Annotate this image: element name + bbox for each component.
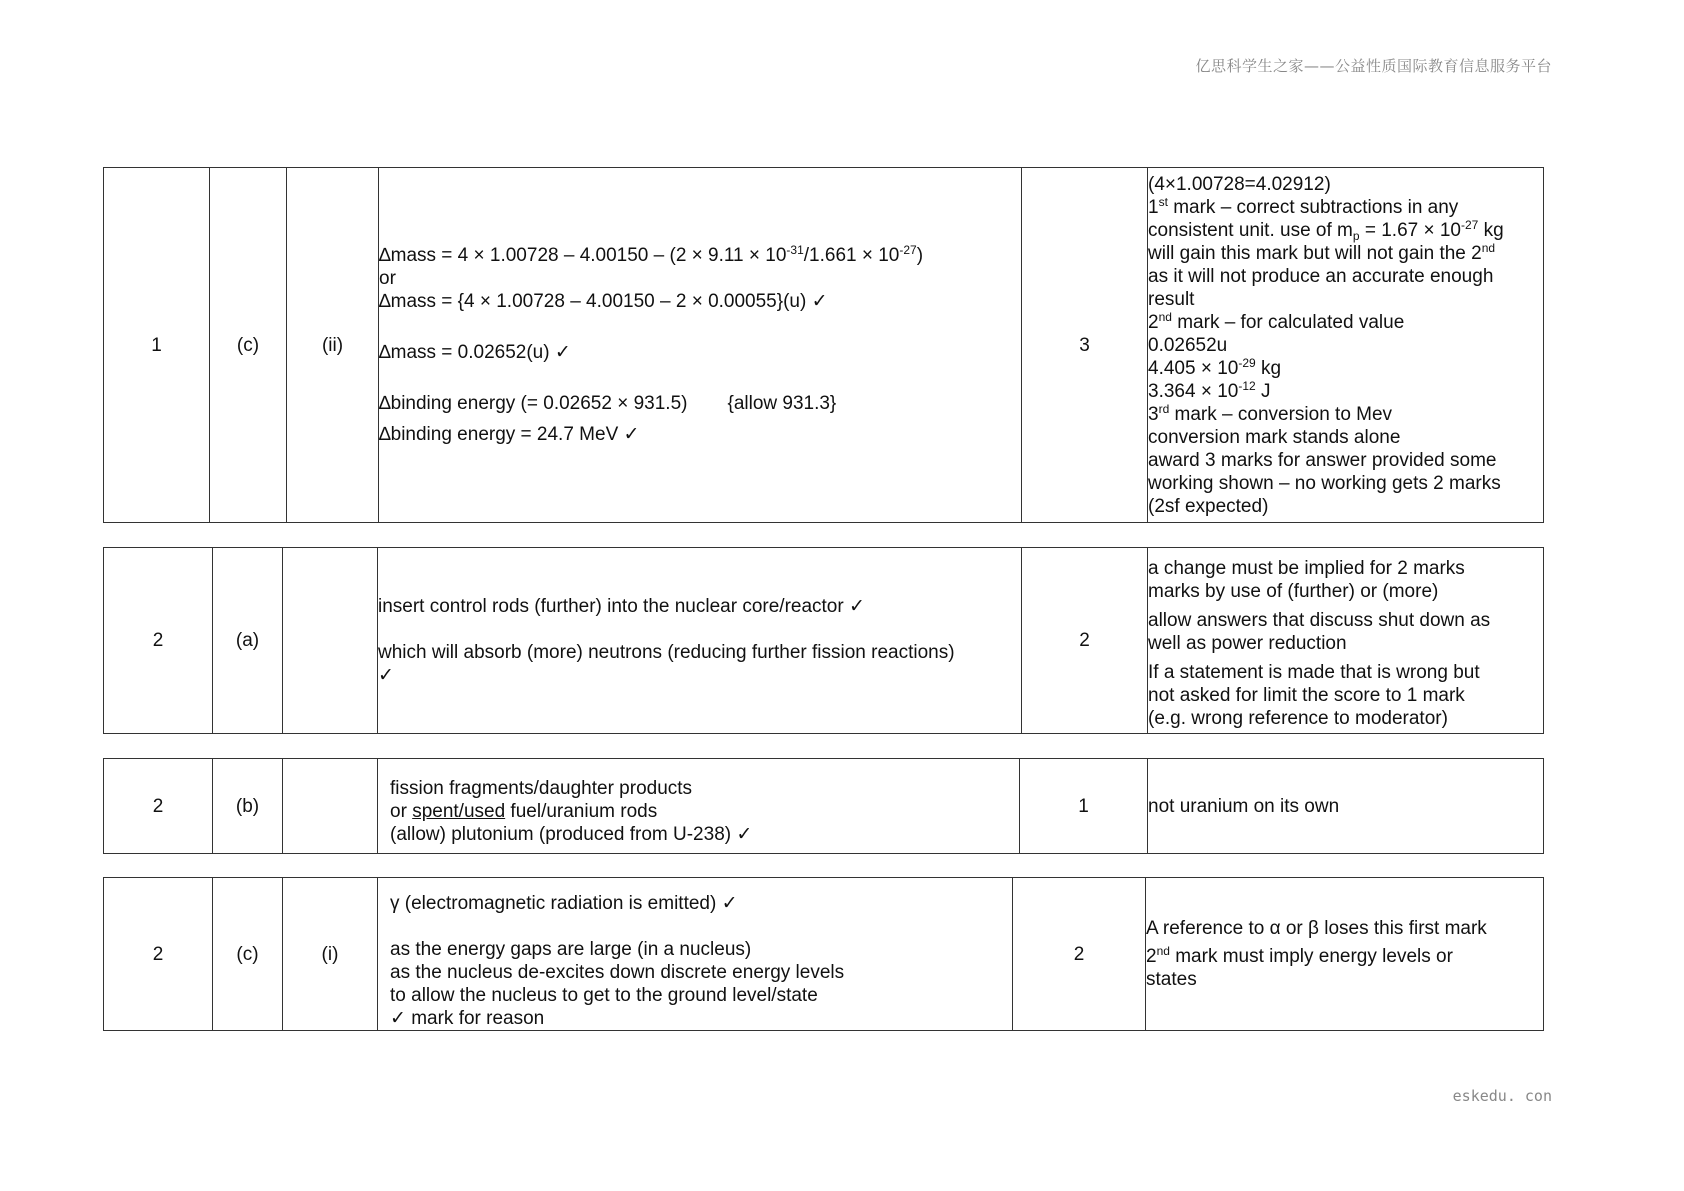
table-row bbox=[104, 878, 1544, 1031]
answer-line: to allow the nucleus to get to the ground level/state bbox=[390, 984, 818, 1006]
notes-cell bbox=[1148, 759, 1544, 854]
answer-line: ∆mass = {4 × 1.00728 – 4.00150 – 2 × 0.00055}(u) ✓ bbox=[379, 291, 828, 312]
note-line: marks by use of (further) or (more) bbox=[1148, 581, 1439, 602]
question-number: 1 bbox=[104, 168, 210, 523]
answer-cell bbox=[378, 548, 1022, 734]
note-line: If a statement is made that is wrong but bbox=[1148, 662, 1480, 683]
answer-line: insert control rods (further) into the nuclear core/reactor ✓ bbox=[378, 595, 865, 617]
note-line: 2nd mark – for calculated value bbox=[1148, 309, 1405, 333]
answer-line: or bbox=[379, 268, 396, 289]
note-line: 3rd mark – conversion to Mev bbox=[1148, 401, 1393, 425]
mark-scheme-table-2-a bbox=[103, 547, 1544, 734]
note-line: (e.g. wrong reference to moderator) bbox=[1148, 708, 1448, 729]
note-line: conversion mark stands alone bbox=[1148, 426, 1401, 448]
question-part: (a) bbox=[213, 548, 283, 734]
mark-scheme-table-2-c-i bbox=[103, 877, 1544, 1031]
question-number: 2 bbox=[104, 548, 213, 734]
marks-cell: 1 bbox=[1020, 759, 1148, 854]
answer-line: as the energy gaps are large (in a nucleus) bbox=[390, 938, 752, 960]
answer-line: ∆binding energy (= 0.02652 × 931.5) {allow 931.3} bbox=[379, 393, 837, 414]
marks-cell: 2 bbox=[1022, 548, 1148, 734]
note-line: will gain this mark but will not gain the 2nd bbox=[1148, 240, 1496, 264]
question-subpart bbox=[283, 548, 378, 734]
note-line: (2sf expected) bbox=[1148, 495, 1269, 517]
answer-cell bbox=[378, 878, 1013, 1031]
answer-line: as the nucleus de-excites down discrete energy levels bbox=[390, 961, 845, 983]
note-line: a change must be implied for 2 marks bbox=[1148, 558, 1465, 579]
question-number: 2 bbox=[104, 759, 213, 854]
footer-watermark: eskedu. con bbox=[1452, 1087, 1552, 1105]
mark-scheme-table-2-b bbox=[103, 758, 1544, 854]
answer-line: ✓ mark for reason bbox=[390, 1007, 545, 1029]
note-line: allow answers that discuss shut down as bbox=[1148, 610, 1491, 631]
table-row bbox=[104, 759, 1544, 854]
answer-line: ∆binding energy = 24.7 MeV ✓ bbox=[379, 424, 640, 445]
answer-line: ∆mass = 0.02652(u) ✓ bbox=[379, 342, 571, 363]
note-line: $4.405 \times 10^{-29}$ kg bbox=[1148, 355, 1282, 379]
note-line: well as power reduction bbox=[1148, 633, 1347, 654]
answer-line: ∆mass = $4 \times 1.00728 - 4.00150 - (2 \times 9.11 \times 10^{-31}/1.661 \times 10^{-27})$ bbox=[379, 243, 924, 266]
answer-line: fission fragments/daughter products bbox=[390, 778, 693, 799]
note-line: A reference to α or β loses this first mark bbox=[1146, 918, 1487, 939]
question-part: (c) bbox=[213, 878, 283, 1031]
notes-cell bbox=[1148, 548, 1544, 734]
note-line: result bbox=[1148, 288, 1195, 310]
answer-cell bbox=[378, 759, 1020, 854]
question-part: (b) bbox=[213, 759, 283, 854]
answer-line: ✓ bbox=[378, 664, 394, 686]
answer-line: (allow) plutonium (produced from U-238) ✓ bbox=[390, 824, 753, 845]
note-line: not uranium on its own bbox=[1148, 795, 1340, 817]
note-line: 2nd mark must imply energy levels or bbox=[1146, 944, 1453, 967]
notes-cell bbox=[1148, 168, 1544, 523]
note-line: award 3 marks for answer provided some bbox=[1148, 449, 1497, 471]
table-row bbox=[104, 168, 1544, 523]
table-row bbox=[104, 548, 1544, 734]
question-number: 2 bbox=[104, 878, 213, 1031]
notes-cell bbox=[1146, 878, 1544, 1031]
answer-cell bbox=[379, 168, 1022, 523]
mark-scheme-table-1-c-ii bbox=[103, 167, 1544, 523]
question-subpart bbox=[283, 759, 378, 854]
marks-cell: 3 bbox=[1022, 168, 1148, 523]
question-part: (c) bbox=[210, 168, 287, 523]
note-line: 1st mark – correct subtractions in any bbox=[1148, 194, 1459, 218]
header-watermark: 亿思科学生之家——公益性质国际教育信息服务平台 bbox=[1195, 57, 1552, 75]
note-line: $3.364 \times 10^{-12}$ J bbox=[1148, 378, 1271, 402]
note-line: states bbox=[1146, 969, 1197, 990]
note-line: 0.02652u bbox=[1148, 334, 1228, 356]
note-line: working shown – no working gets 2 marks bbox=[1148, 472, 1501, 494]
answer-line: or spent/used fuel/uranium rods bbox=[390, 801, 658, 822]
question-subpart: (i) bbox=[283, 878, 378, 1031]
question-subpart: (ii) bbox=[287, 168, 379, 523]
note-line: (4×1.00728=4.02912) bbox=[1148, 173, 1331, 195]
note-line: as it will not produce an accurate enough bbox=[1148, 265, 1494, 287]
note-line: not asked for limit the score to 1 mark bbox=[1148, 685, 1465, 706]
note-line: consistent unit. use of $m_p = 1.67 \times 10^{-27}$ kg bbox=[1148, 217, 1504, 243]
answer-line: γ (electromagnetic radiation is emitted) ✓ bbox=[390, 892, 738, 914]
answer-line: which will absorb (more) neutrons (reducing further fission reactions) bbox=[378, 641, 955, 663]
marks-cell: 2 bbox=[1013, 878, 1146, 1031]
